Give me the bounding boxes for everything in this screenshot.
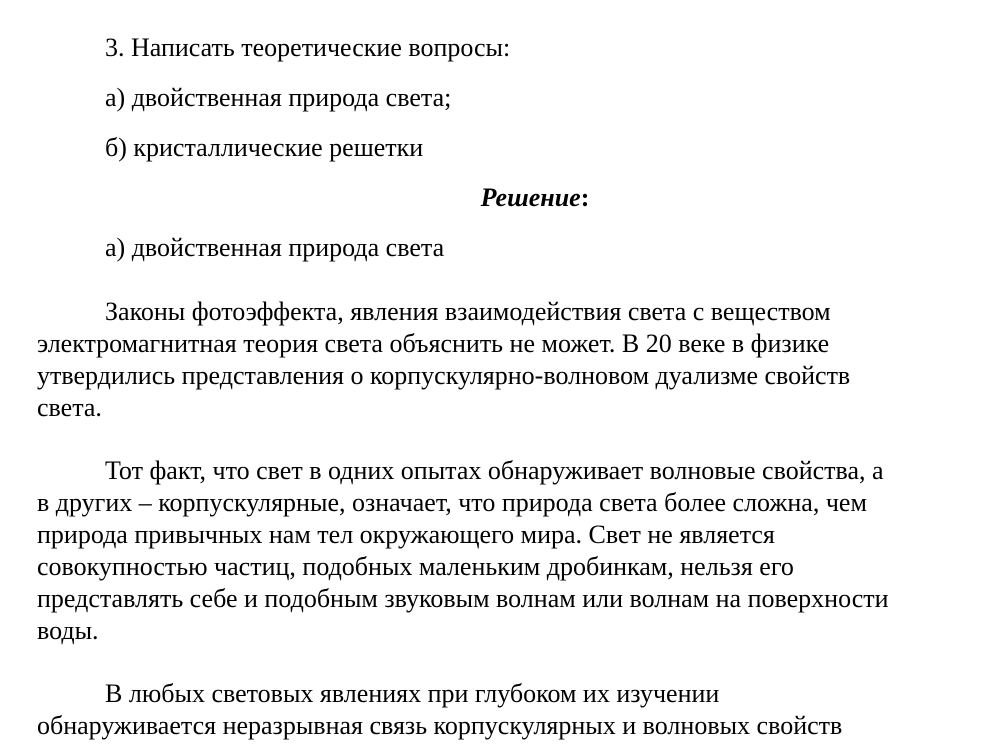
paragraph-line: В любых световых явлениях при глубоком их изучении <box>105 679 720 708</box>
question-b: б) кристаллические решетки <box>105 133 424 162</box>
paragraph-line: Тот факт, что свет в одних опытах обнаруживает волновые свойства, а <box>105 456 884 485</box>
paragraph-line: света. <box>37 393 102 422</box>
solution-heading-colon: : <box>580 183 590 212</box>
paragraph-line: в других – корпускулярные, означает, что природа света более сложна, чем <box>37 488 867 517</box>
paragraph-line: обнаруживается неразрывная связь корпускулярных и волновых свойств <box>37 711 843 740</box>
paragraph-line: природа привычных нам тел окружающего мира. Свет не является <box>37 520 775 549</box>
paragraph-line: воды. <box>37 616 99 645</box>
paragraph-line: совокупностью частиц, подобных маленьким дробинкам, нельзя его <box>37 552 794 581</box>
solution-subheading: а) двойственная природа света <box>105 233 445 262</box>
solution-heading <box>0 182 988 214</box>
paragraph-line: электромагнитная теория света объяснить не может. В 20 веке в физике <box>37 329 830 358</box>
paragraph-line: Законы фотоэффекта, явления взаимодействия света с веществом <box>105 297 831 326</box>
task-intro: 3. Написать теоретические вопросы: <box>105 33 511 62</box>
question-a: а) двойственная природа света; <box>105 83 452 112</box>
solution-heading-word: Решение <box>480 183 581 212</box>
paragraph-line: утвердились представления о корпускулярно-волновом дуализме свойств <box>37 361 851 390</box>
paragraph-line: представлять себе и подобным звуковым волнам или волнам на поверхности <box>37 584 889 613</box>
